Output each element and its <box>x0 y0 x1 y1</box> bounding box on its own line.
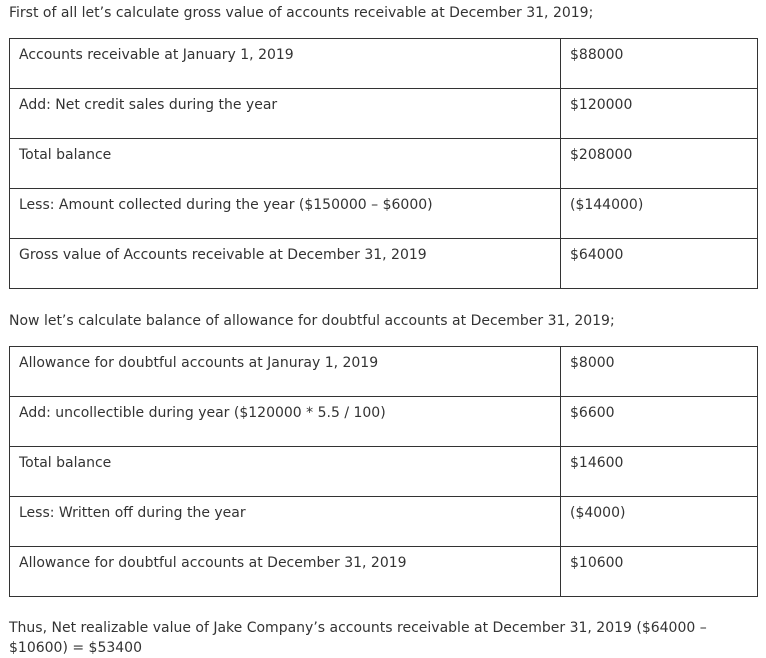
row-amount: $88000 <box>561 39 758 89</box>
row-amount: $14600 <box>561 447 758 497</box>
row-label: Accounts receivable at January 1, 2019 <box>10 39 561 89</box>
row-amount: ($144000) <box>561 189 758 239</box>
row-amount: ($4000) <box>561 497 758 547</box>
intro-gross-ar: First of all let’s calculate gross value of accounts receivable at December 31, 2019; <box>9 5 594 21</box>
row-amount: $6600 <box>561 397 758 447</box>
row-label: Less: Amount collected during the year ($150000 – $6000) <box>10 189 561 239</box>
table-row <box>10 239 758 289</box>
table-row <box>10 89 758 139</box>
intro-allowance: Now let’s calculate balance of allowance for doubtful accounts at December 31, 2019; <box>9 313 615 329</box>
row-label: Allowance for doubtful accounts at December 31, 2019 <box>10 547 561 597</box>
table-row <box>10 447 758 497</box>
table-row <box>10 39 758 89</box>
row-amount: $120000 <box>561 89 758 139</box>
row-label: Gross value of Accounts receivable at December 31, 2019 <box>10 239 561 289</box>
row-label: Allowance for doubtful accounts at Januray 1, 2019 <box>10 347 561 397</box>
row-label: Add: uncollectible during year ($120000 * 5.5 / 100) <box>10 397 561 447</box>
allowance-table <box>9 346 758 597</box>
row-amount: $8000 <box>561 347 758 397</box>
table-row <box>10 139 758 189</box>
row-amount: $208000 <box>561 139 758 189</box>
table-row <box>10 189 758 239</box>
table-row <box>10 347 758 397</box>
row-label: Total balance <box>10 447 561 497</box>
gross-ar-table <box>9 38 758 289</box>
row-label: Total balance <box>10 139 561 189</box>
table-row <box>10 397 758 447</box>
conclusion-text: Thus, Net realizable value of Jake Company’s accounts receivable at December 31, 2019 ($64000 – $10600) = $53400 <box>9 620 707 656</box>
table-row <box>10 497 758 547</box>
row-label: Add: Net credit sales during the year <box>10 89 561 139</box>
table-row <box>10 547 758 597</box>
row-label: Less: Written off during the year <box>10 497 561 547</box>
row-amount: $10600 <box>561 547 758 597</box>
row-amount: $64000 <box>561 239 758 289</box>
